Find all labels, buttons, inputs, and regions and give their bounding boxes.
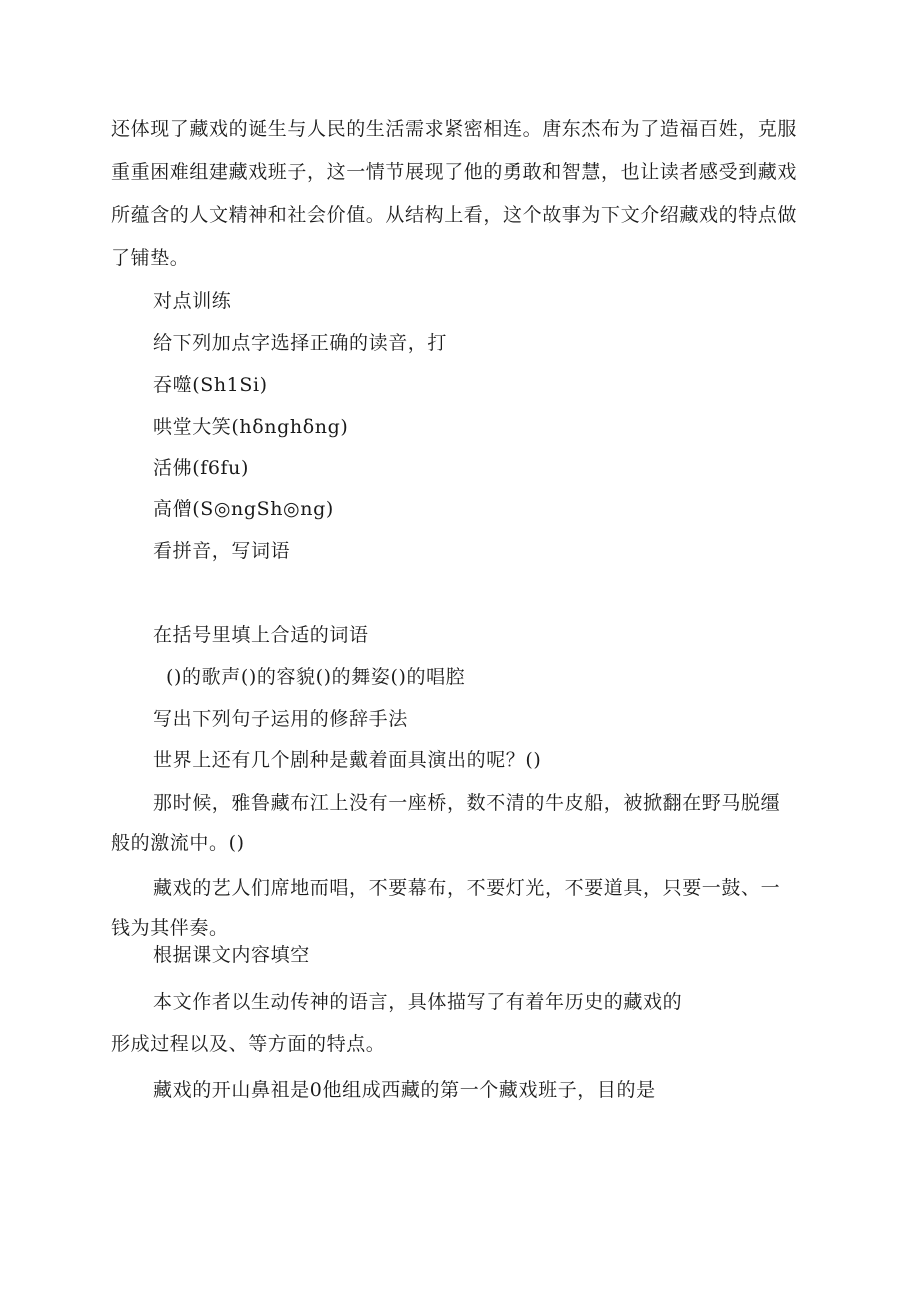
q3-prompt: 在括号里填上合适的词语 xyxy=(153,624,369,646)
practice-heading: 对点训练 xyxy=(153,290,232,312)
q4-prompt: 写出下列句子运用的修辞手法 xyxy=(153,708,408,730)
q1-prompt: 给下列加点字选择正确的读音，打 xyxy=(153,332,448,354)
q5-prompt: 根据课文内容填空 xyxy=(153,944,310,966)
q4-sentence-3-line-1: 藏戏的艺人们席地而唱，不要幕布，不要灯光，不要道具，只要一鼓、一 xyxy=(153,877,781,899)
pinyin-item: 吞噬(Sh1Si) xyxy=(153,374,268,396)
q3-blanks: ()的歌声()的容貌()的舞姿()的唱腔 xyxy=(166,666,466,688)
q4-sentence-2-line-2: 般的激流中。() xyxy=(111,832,245,854)
analysis-line-1: 还体现了藏戏的诞生与人民的生活需求紧密相连。唐东杰布为了造福百姓，克服 xyxy=(111,118,798,140)
q5-line-1: 本文作者以生动传神的语言，具体描写了有着年历史的藏戏的 xyxy=(153,991,683,1013)
pinyin-item: 哄堂大笑(hδnghδng) xyxy=(153,416,349,438)
q2-prompt: 看拼音，写词语 xyxy=(153,540,291,562)
q5-line-2: 形成过程以及、等方面的特点。 xyxy=(111,1033,386,1055)
pinyin-item: 高僧(S◎ngSh◎ng) xyxy=(153,498,334,520)
analysis-line-2: 重重困难组建藏戏班子，这一情节展现了他的勇敢和智慧，也让读者感受到藏戏 xyxy=(111,161,798,183)
analysis-line-3: 所蕴含的人文精神和社会价值。从结构上看，这个故事为下文介绍藏戏的特点做 xyxy=(111,204,798,226)
q5-line-3: 藏戏的开山鼻祖是0他组成西藏的第一个藏戏班子，目的是 xyxy=(153,1079,656,1101)
q4-sentence-3-line-2: 钱为其伴奏。 xyxy=(111,917,229,939)
analysis-line-4: 了铺垫。 xyxy=(111,247,190,269)
q4-sentence-2-line-1: 那时候，雅鲁藏布江上没有一座桥，数不清的牛皮船，被掀翻在野马脱缰 xyxy=(153,792,781,814)
q4-sentence-1: 世界上还有几个剧种是戴着面具演出的呢？() xyxy=(153,749,542,771)
pinyin-item: 活佛(f6fu) xyxy=(153,457,250,479)
